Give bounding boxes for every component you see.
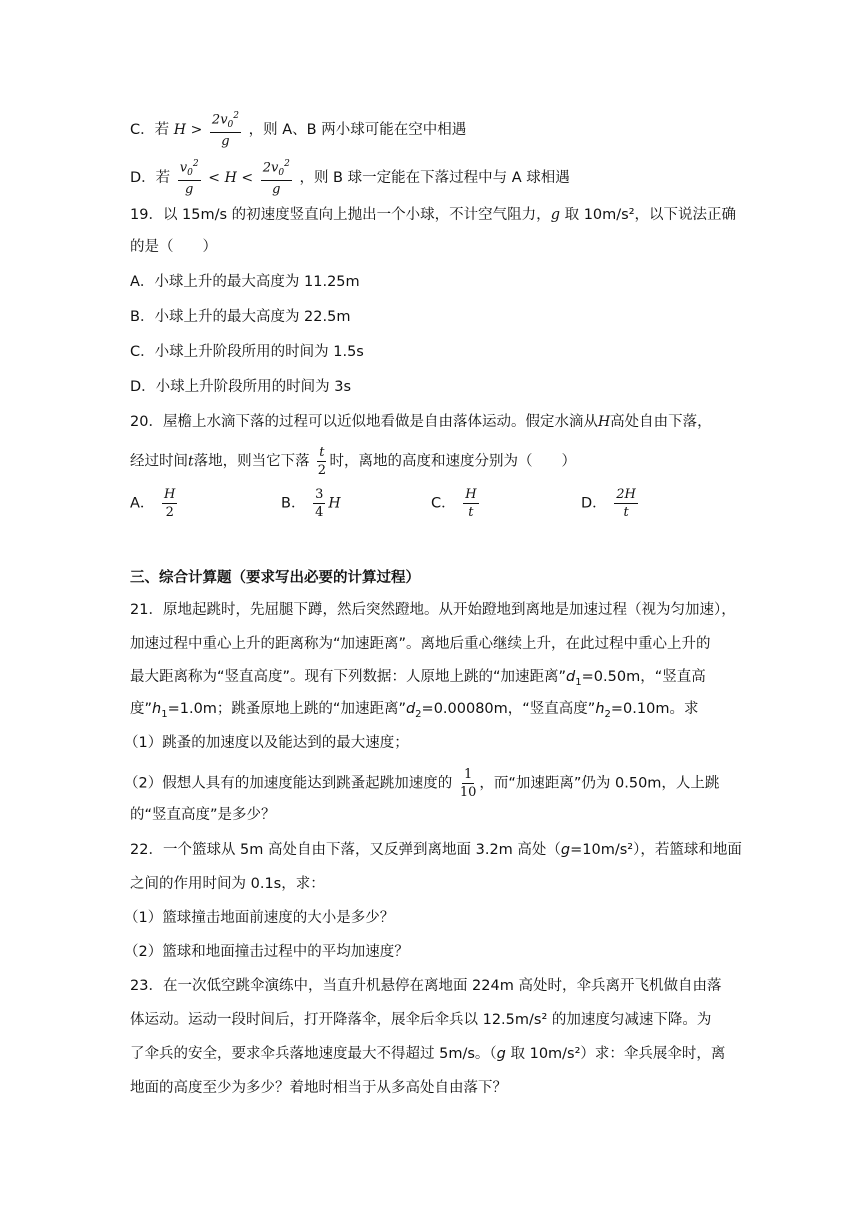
q22-stem-line1: 22．一个篮球从 5m 高处自由下落，又反弹到离地面 3.2m 高处（g=10m/s²），若篮球和地面 (130, 842, 742, 858)
q18-option-c: C．若 H > $\frac{2v_0^2}{g}$ ，则 A、B 两小球可能在空中相遇 (130, 111, 467, 149)
fraction-v0sq-over-g: $\frac{v_0^2}{g}$ (179, 159, 199, 197)
q21-sub1: （1）跳蚤的加速度以及能达到的最大速度； (124, 735, 409, 751)
q19-stem-line2: 的是（ ） (130, 239, 217, 255)
math-H: H (173, 121, 186, 138)
q19-option-c: C．小球上升阶段所用的时间为 1.5s (130, 344, 364, 360)
q21-stem-line2: 加速过程中重心上升的距离称为“加速距离”。离地后重心继续上升，在此过程中重心上升的 (130, 636, 711, 652)
q21-stem-line4: 度$”h_1=1.0m$；跳蚤原地上跳的“加速距离$”d_2=0.00080m$，“竖直高度$”h_2=0.10m$。求 (130, 701, 699, 720)
q22-stem-line2: 之间的作用时间为 0.1s，求： (130, 876, 325, 892)
q21-sub2-line1: （2）假想人具有的加速度能达到跳蚤起跳加速度的 $\frac{1}{10}$ ，而“加速距离”仍为 0.50m，人上跳 (124, 767, 720, 800)
section-heading: 三、综合计算题（要求写出必要的计算过程） (130, 570, 420, 586)
fraction-1-over-10: $\frac{1}{10}$ (459, 767, 477, 800)
q21-sub2-line2: 的“竖直高度”是多少？ (130, 807, 276, 823)
q20-option-d: D． $\frac{2H}{t}$ (581, 487, 636, 520)
q23-stem-line4: 地面的高度至少为多少？着地时相当于从多高处自由落下？ (130, 1080, 507, 1096)
q21-stem-line1: 21．原地起跳时，先屈腿下蹲，然后突然蹬地。从开始蹬地到离地是加速过程（视为匀加速）， (130, 602, 736, 618)
q20-stem-line2: 经过时间t落地，则当它下落 $\frac{t}{2}$ 时，离地的高度和速度分别为（ ） (130, 445, 576, 478)
q19-option-a: A．小球上升的最大高度为 11.25m (130, 274, 360, 290)
q23-stem-line3: 了伞兵的安全，要求伞兵落地速度最大不得超过 5m/s。（g 取 10m/s²）求：伞兵展伞时，离 (130, 1046, 726, 1062)
q23-stem-line2: 体运动。运动一段时间后，打开降落伞，展伞后伞兵以 12.5m/s² 的加速度匀减速下降。为 (130, 1012, 712, 1028)
q20-option-c: C． $\frac{H}{t}$ (431, 487, 477, 520)
fraction-t-over-2: $\frac{t}{2}$ (317, 445, 326, 478)
q19-stem-line1: 19．以 15m/s 的初速度竖直向上抛出一个小球，不计空气阻力，g 取 10m/s²，以下说法正确 (130, 207, 737, 223)
q22-sub2: （2）篮球和地面撞击过程中的平均加速度？ (124, 944, 409, 960)
q23-stem-line1: 23．在一次低空跳伞演练中，当直升机悬停在离地面 224m 高处时，伞兵离开飞机做自由落 (130, 978, 722, 994)
q20-option-a: A． $\frac{H}{2}$ (130, 487, 176, 520)
q21-stem-line3: 最大距离称为“竖直高度”。现有下列数据：人原地上跳的“加速距离$”d_1=0.50m$，“竖直高 (130, 669, 706, 688)
q19-option-b: B．小球上升的最大高度为 22.5m (130, 309, 351, 325)
q22-sub1: （1）篮球撞击地面前速度的大小是多少？ (124, 910, 395, 926)
q18-option-d: D．若 $\frac{v_0^2}{g}$ < H < $\frac{2v_0^2}{g}$ ，则 B 球一定能在下落过程中与 A 球相遇 (130, 159, 570, 197)
fraction-2v0sq-over-g: $\frac{2v_0^2}{g}$ (211, 111, 240, 149)
q20-option-b: B． $\frac{3}{4}$ H (281, 487, 341, 520)
q20-stem-line1: 20．屋檐上水滴下落的过程可以近似地看做是自由落体运动。假定水滴从H高处自由下落， (130, 414, 712, 430)
q19-option-d: D．小球上升阶段所用的时间为 3s (130, 379, 352, 395)
fraction-2v0sq-over-g-2: $\frac{2v_0^2}{g}$ (262, 159, 290, 197)
